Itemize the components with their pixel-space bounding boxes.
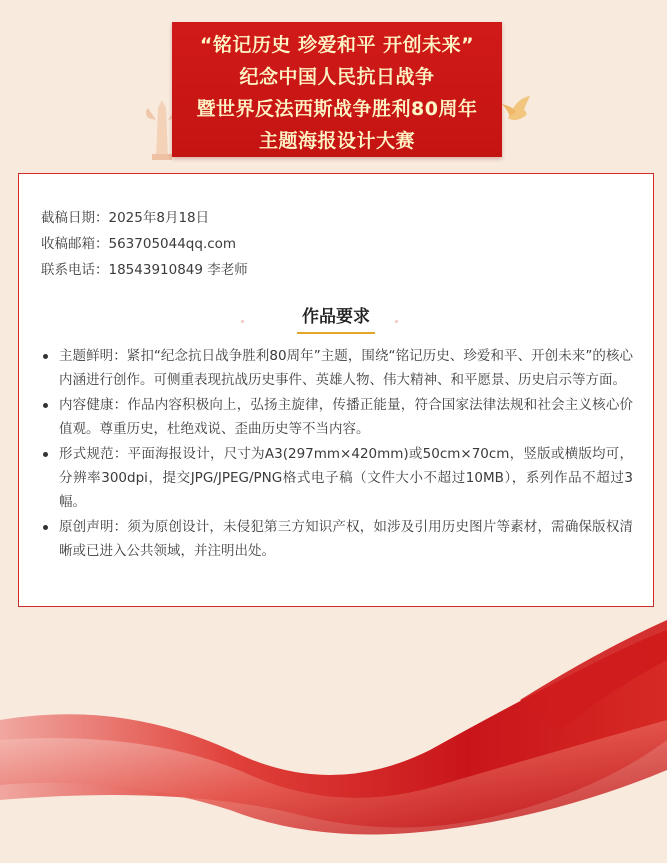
title-banner <box>172 22 502 157</box>
list-item: 内容健康：作品内容积极向上，弘扬主旋律，传播正能量，符合国家法律法规和社会主义核心价值观。尊重历史，杜绝戏说、歪曲历史等不当内容。 <box>41 393 633 441</box>
phone-text: 联系电话：18543910849 李老师 <box>41 262 248 278</box>
email-text: 收稿邮箱：563705044qq.com <box>41 236 237 252</box>
banner-title-line: 暨世界反法西斯战争胜利80周年 <box>196 98 478 120</box>
list-item: 形式规范：平面海报设计，尺寸为A3(297mm×420mm)或50cm×70cm，竖版或横版均可，分辨率300dpi，提交JPG/JPEG/PNG格式电子稿（文件大小不超过10MB），系列作品不超过3幅。 <box>41 442 633 514</box>
bullet-icon <box>43 354 48 359</box>
bullet-icon <box>43 525 48 530</box>
bullet-icon <box>43 452 48 457</box>
banner-contest-name: 主题海报设计大赛 <box>258 130 415 152</box>
section-heading <box>19 302 653 334</box>
banner-title-line: 纪念中国人民抗日战争 <box>239 66 435 88</box>
info-card <box>18 173 654 607</box>
requirements-title: 作品要求 <box>297 302 375 334</box>
list-item: 原创声明：须为原创设计，未侵犯第三方知识产权，如涉及引用历史图片等素材，需确保版权清晰或已进入公共领域，并注明出处。 <box>41 515 633 563</box>
banner-slogan: “铭记历史 珍爱和平 开创未来” <box>199 34 475 56</box>
list-item: 主题鲜明：紧扣“纪念抗日战争胜利80周年”主题，围绕“铭记历史、珍爱和平、开创未来”的核心内涵进行创作。可侧重表现抗战历史事件、英雄人物、伟大精神、和平愿景、历史启示等方面。 <box>41 344 633 392</box>
red-ribbon-decoration <box>0 600 667 863</box>
bullet-icon <box>43 403 48 408</box>
requirements-list <box>41 344 633 564</box>
deadline-text: 截稿日期：2025年8月18日 <box>41 210 210 226</box>
